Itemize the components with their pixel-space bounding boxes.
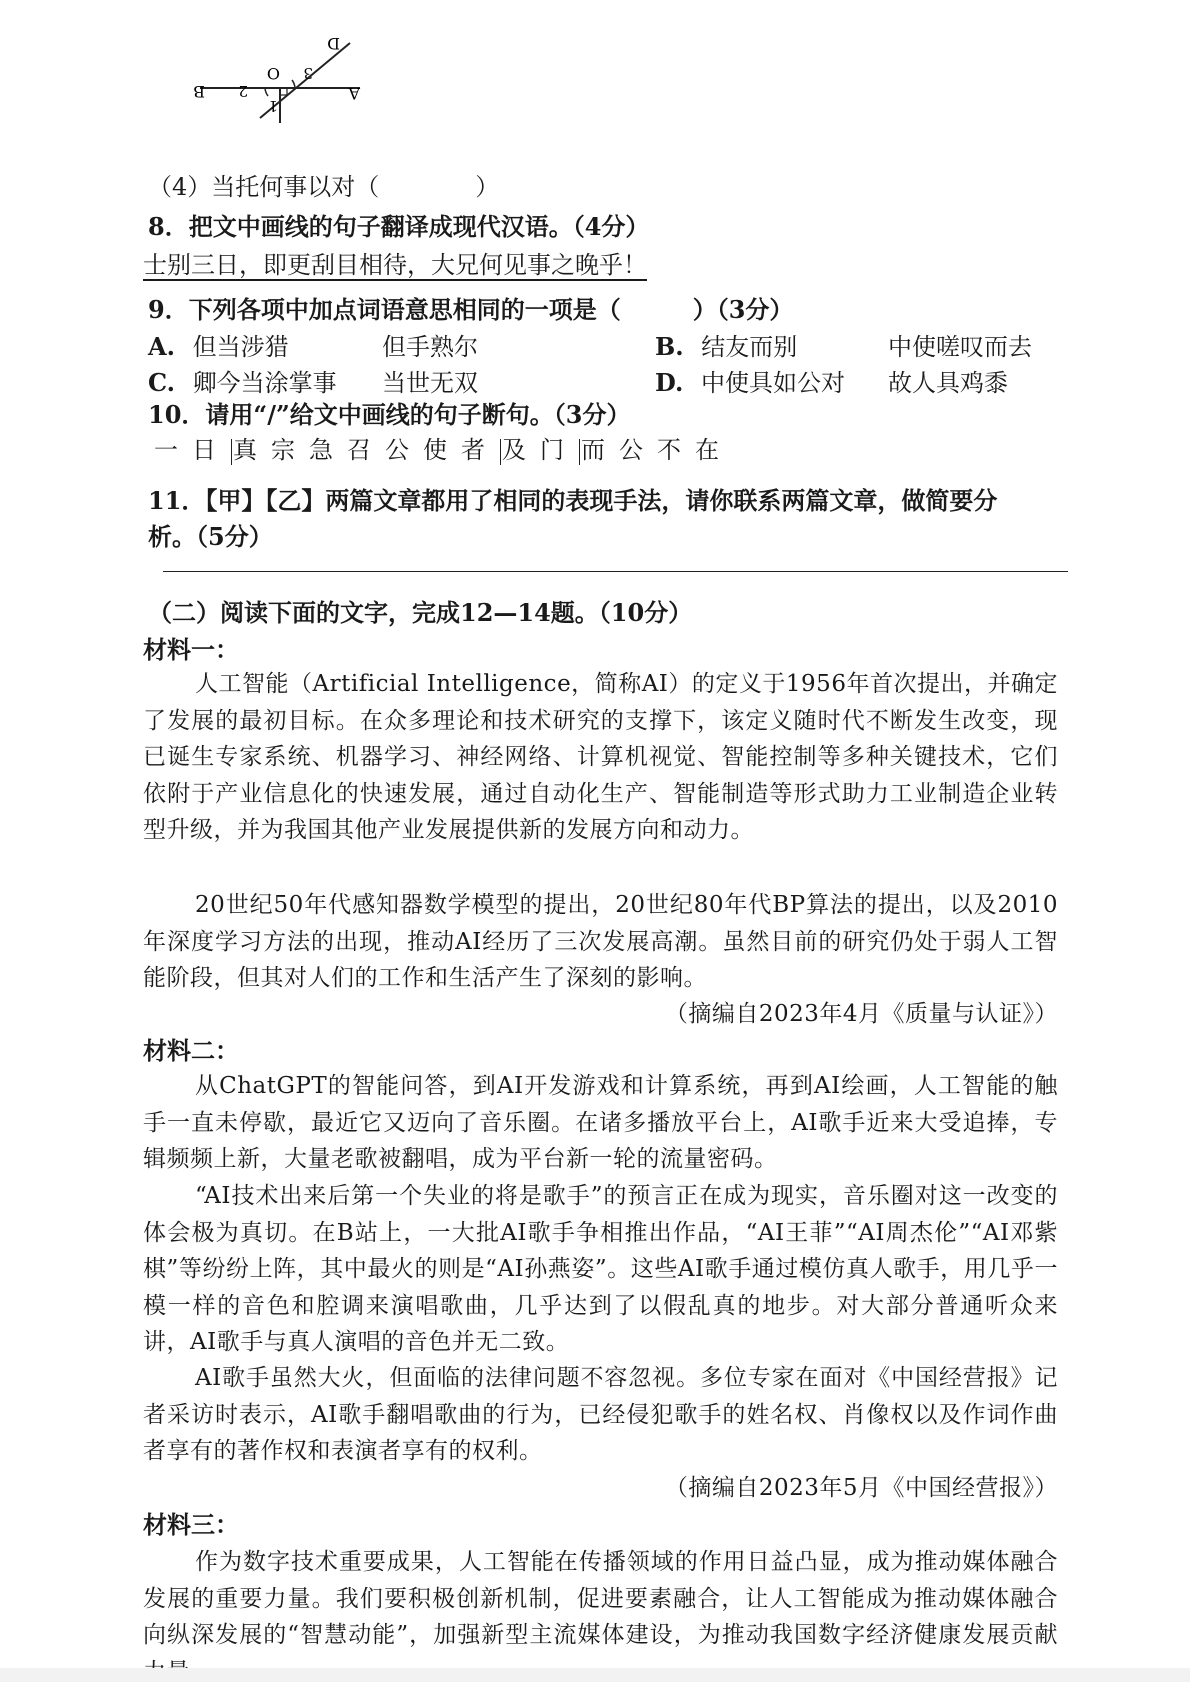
section2-title: （二）阅读下面的文字，完成12—14题。（10分） xyxy=(148,598,693,627)
q9-option-a-text1: 但当涉猎 xyxy=(192,333,289,361)
q9-option-b-text2: 中使嗟叹而去 xyxy=(888,333,1032,361)
break-mark xyxy=(231,439,232,465)
answer-line xyxy=(163,571,1068,572)
q10-seg1: 一日 xyxy=(154,436,230,464)
q11-line2: 析。（5分） xyxy=(148,522,273,551)
q10-sentence xyxy=(154,430,733,465)
q10-seg2: 真宗急召公使者 xyxy=(233,436,499,464)
material1-source: （摘编自2023年4月《质量与认证》） xyxy=(664,1001,1058,1027)
right-angle-mark xyxy=(280,88,287,95)
q11-line1: 11．【甲】【乙】两篇文章都用了相同的表现手法，请你联系两篇文章，做简要分 xyxy=(148,486,998,515)
angle-figure xyxy=(193,28,400,128)
label-o: O xyxy=(266,64,280,83)
label-a: A xyxy=(348,84,360,103)
q9-option-a-text2: 但手熟尔 xyxy=(382,333,478,361)
material2-para1: 从ChatGPT的智能问答，到AI开发游戏和计算系统，再到AI绘画，人工智能的触手一直未停歇，最近它又迈向了音乐圈。在诸多播放平台上，AI歌手近来大受追捧，专辑频频上新，大量老歌被翻唱，成为平台新一轮的流量密码。 xyxy=(143,1073,1058,1172)
q10-seg4: 而公不在 xyxy=(581,436,733,464)
material3-para1: 作为数字技术重要成果，人工智能在传播领域的作用日益凸显，成为推动媒体融合发展的重要力量。我们要积极创新机制，促进要素融合，让人工智能成为推动媒体融合向纵深发展的“智慧动能”，加强新型主流媒体建设，为推动我国数字经济健康发展贡献 xyxy=(143,1549,1058,1648)
q9-option-key: B. xyxy=(655,332,684,361)
label-d: D xyxy=(327,34,340,53)
label-1: 1 xyxy=(268,97,278,115)
q9-option-d-text2: 故人具鸡黍 xyxy=(888,369,1008,397)
material1-para2: 20世纪50年代感知器数学模型的提出，20世纪80年代BP算法的提出，以及2010年深度学习方法的出现，推动AI经历了三次发展高潮。虽然目前的研究仍处于弱人工智能阶段，但其对人们的工作和生活产生了深刻的影响。 xyxy=(143,892,1058,991)
label-b: B xyxy=(193,82,205,101)
q10-title: 10．请用“/”给文中画线的句子断句。（3分） xyxy=(148,400,631,429)
q9-option-key: D. xyxy=(655,368,684,397)
q9-option-c-text2: 当世无双 xyxy=(382,369,478,397)
q7-item4: （4）当托何事以对（ ） xyxy=(148,173,500,201)
angle3-arc xyxy=(292,80,295,88)
label-3: 3 xyxy=(303,64,313,82)
break-mark xyxy=(579,439,580,465)
q9-option-b-text1: 结友而别 xyxy=(701,333,798,361)
break-mark xyxy=(500,439,501,465)
material2-label: 材料二： xyxy=(143,1036,239,1065)
q9-option-a xyxy=(148,330,289,364)
angle2-arc xyxy=(265,88,268,96)
material2-para3: AI歌手虽然大火，但面临的法律问题不容忽视。多位专家在面对《中国经营报》记者采访时表示，AI歌手翻唱歌曲的行为，已经侵犯歌手的姓名权、肖像权以及作词作曲者享有的著作权和表演者享有的权利。 xyxy=(143,1365,1058,1464)
q10-seg3: 及门 xyxy=(502,436,578,464)
material1-para1: 人工智能（Artificial Intelligence，简称AI）的定义于1956年首次提出，并确定了发展的最初目标。在众多理论和技术研究的支撑下，该定义随时代不断发生改变，现已诞生专家系统、机器学习、神经网络、计算机视觉、智能控制等多种关键技术，它们依附于产业信息化的快速发展，通过自动化生产、智能制造等形式助力工业制造企业转型升级，并为我国其他产业发展提供新的发展方向和动力。 xyxy=(143,671,1058,843)
label-2: 2 xyxy=(238,82,248,100)
q9-option-c xyxy=(148,366,337,400)
material1-label: 材料一： xyxy=(143,635,239,664)
q9-option-b xyxy=(655,330,797,364)
page-bottom-edge xyxy=(0,1668,1190,1682)
material2-para2: “AI技术出来后第一个失业的将是歌手”的预言正在成为现实，音乐圈对这一改变的体会极为真切。在B站上，一大批AI歌手争相推出作品，“AI王菲”“AI周杰伦”“AI邓紫棋”等纷纷上阵，其中最火的则是“AI孙燕姿”。这些AI歌手通过模仿真人歌手，用几乎一模一样的音色和腔调来演唱歌曲，几乎达到了以假乱真的地步。对大部分普通听众来讲，AI歌手与真人演唱的音色并无二致。 xyxy=(143,1183,1058,1355)
q9-option-d-text1: 中使具如公对 xyxy=(700,369,845,397)
q8-title: 8．把文中画线的句子翻译成现代汉语。（4分） xyxy=(148,212,650,241)
q8-sentence: 士别三日，即更刮目相待，大兄何见事之晚乎！ xyxy=(143,251,647,279)
material2-source: （摘编自2023年5月《中国经营报》） xyxy=(664,1475,1058,1501)
q9-option-d xyxy=(655,366,845,400)
q9-option-key: A. xyxy=(148,332,175,361)
q9-option-c-text1: 卿今当涂掌事 xyxy=(192,369,337,397)
q9-option-key: C. xyxy=(148,368,176,397)
q9-title: 9．下列各项中加点词语意思相同的一项是（ ）（3分） xyxy=(148,295,794,324)
material3-label: 材料三： xyxy=(143,1510,239,1539)
